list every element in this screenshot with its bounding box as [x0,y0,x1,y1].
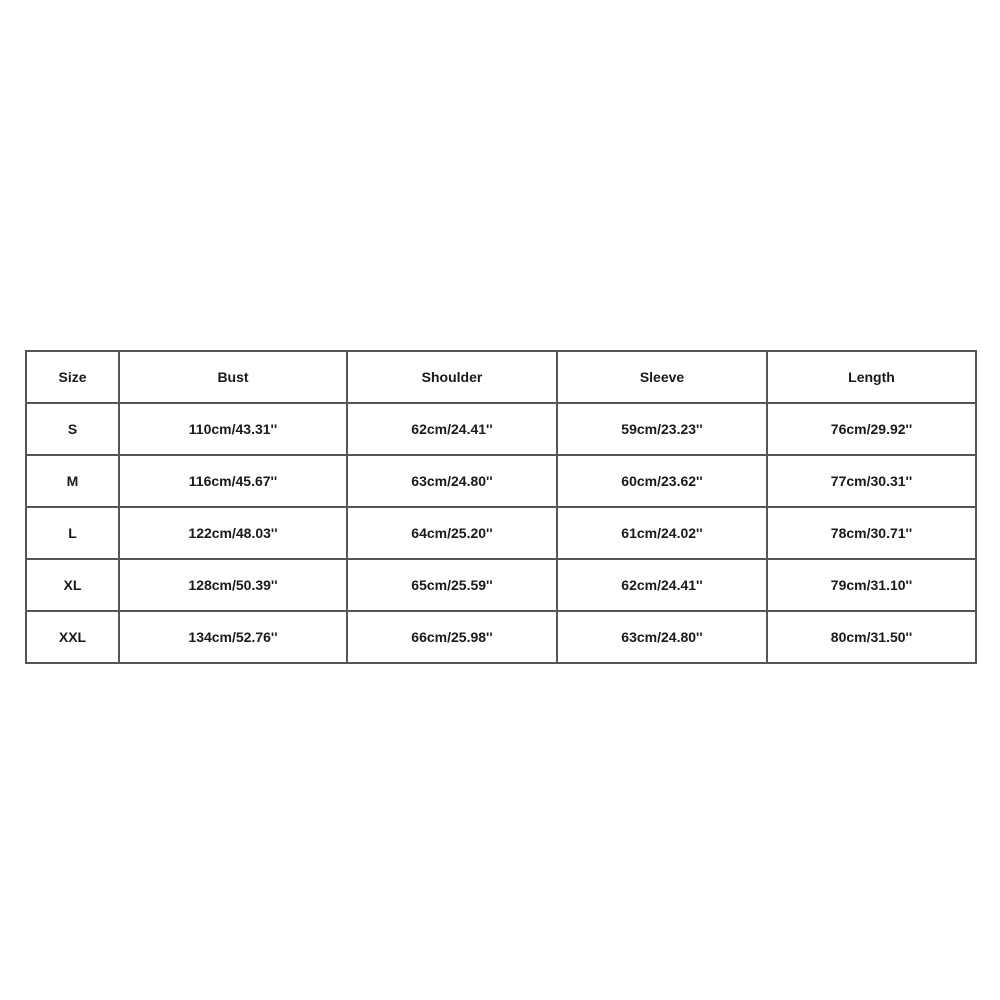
header-bust: Bust [119,351,347,403]
cell-length: 77cm/30.31'' [767,455,976,507]
cell-shoulder: 64cm/25.20'' [347,507,557,559]
cell-shoulder: 63cm/24.80'' [347,455,557,507]
cell-size: M [26,455,119,507]
cell-bust: 110cm/43.31'' [119,403,347,455]
cell-size: XL [26,559,119,611]
table-row [26,611,976,663]
cell-size: S [26,403,119,455]
cell-sleeve: 59cm/23.23'' [557,403,767,455]
cell-length: 78cm/30.71'' [767,507,976,559]
table-row [26,507,976,559]
cell-sleeve: 61cm/24.02'' [557,507,767,559]
cell-shoulder: 62cm/24.41'' [347,403,557,455]
size-chart-table [25,350,977,664]
cell-size: XXL [26,611,119,663]
header-sleeve: Sleeve [557,351,767,403]
cell-sleeve: 60cm/23.62'' [557,455,767,507]
cell-size: L [26,507,119,559]
cell-bust: 134cm/52.76'' [119,611,347,663]
cell-bust: 122cm/48.03'' [119,507,347,559]
header-length: Length [767,351,976,403]
cell-sleeve: 63cm/24.80'' [557,611,767,663]
table-row [26,403,976,455]
table-header-row [26,351,976,403]
cell-bust: 128cm/50.39'' [119,559,347,611]
cell-shoulder: 66cm/25.98'' [347,611,557,663]
cell-length: 80cm/31.50'' [767,611,976,663]
header-shoulder: Shoulder [347,351,557,403]
cell-shoulder: 65cm/25.59'' [347,559,557,611]
cell-sleeve: 62cm/24.41'' [557,559,767,611]
table-row [26,455,976,507]
cell-length: 79cm/31.10'' [767,559,976,611]
table-row [26,559,976,611]
cell-length: 76cm/29.92'' [767,403,976,455]
header-size: Size [26,351,119,403]
cell-bust: 116cm/45.67'' [119,455,347,507]
